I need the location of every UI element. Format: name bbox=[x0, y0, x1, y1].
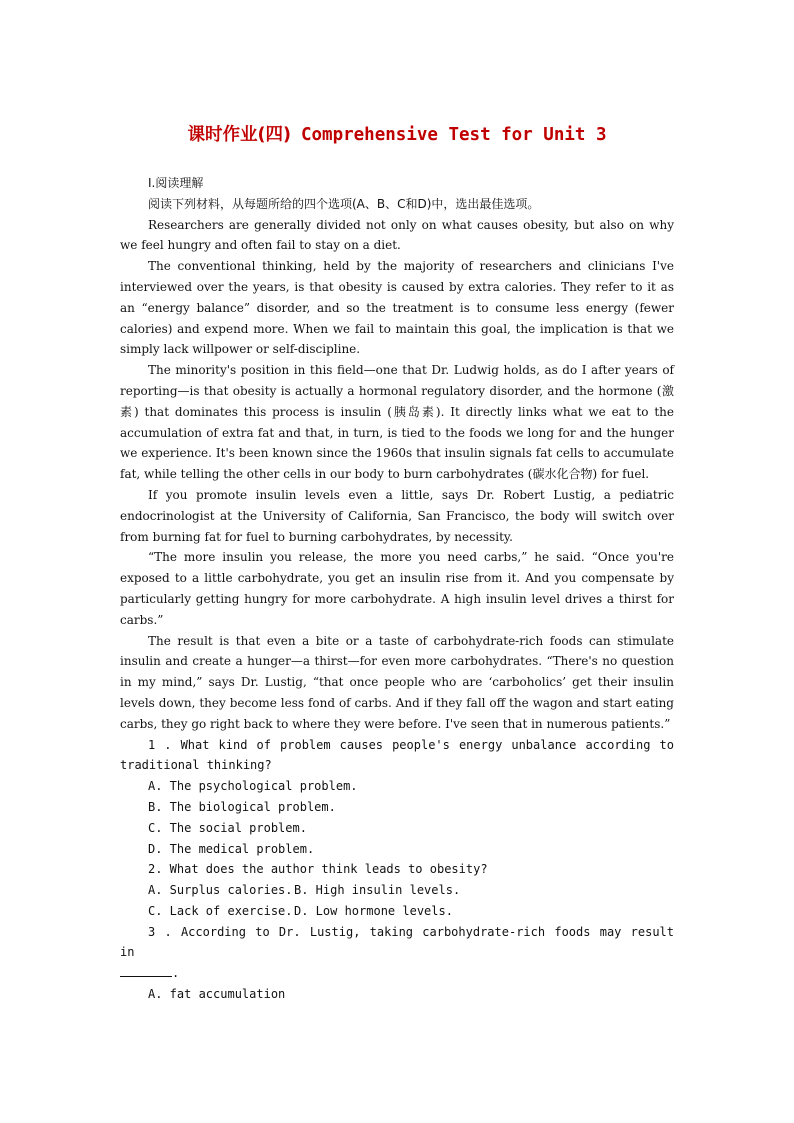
question-1-option-d: D. The medical problem. bbox=[148, 841, 315, 856]
answer-blank bbox=[120, 964, 172, 977]
title-english: Comprehensive Test for Unit 3 bbox=[300, 125, 607, 145]
passage-paragraph-2: The conventional thinking, held by the majority of researchers and clinicians I've interviewed over the years, is that obesity is caused by extra calories. They refer to it as an “energy balance” disorder, and so the treatment is to consume less energy (fewer calories) and expend more. When we fail to maintain this goal, the implication is that we simply lack willpower or self-discipline. bbox=[120, 259, 674, 357]
question-1-stem: 1 . What kind of problem causes people's energy unbalance according to traditional thinking? bbox=[120, 737, 674, 773]
question-1-option-b: B. The biological problem. bbox=[148, 799, 336, 814]
title-chinese: 课时作业(四) bbox=[187, 125, 291, 145]
page-title bbox=[0, 121, 794, 146]
section-heading: Ⅰ.阅读理解 bbox=[148, 176, 204, 190]
passage-paragraph-4: If you promote insulin levels even a little, says Dr. Robert Lustig, a pediatric endocrinologist at the University of California, San Francisco, the body will switch over from burning fat for fuel to burning carbohydrates, by necessity. bbox=[120, 487, 674, 544]
passage-paragraph-1: Researchers are generally divided not only on what causes obesity, but also on why we feel hungry and often fail to stay on a diet. bbox=[120, 217, 674, 253]
question-2-option-b: B. High insulin levels. bbox=[294, 883, 461, 898]
question-3-stem-end: . bbox=[172, 966, 180, 981]
passage-paragraph-3: The minority's position in this field—one that Dr. Ludwig holds, as do I after years of reporting—is that obesity is actually a hormonal regulatory disorder, and the hormone (激素) that dominates this process is insulin (胰岛素). It directly links what we eat to the accumulation of extra fat and that, in turn, is tied to the foods we long for and the hunger we experience. It's been known since the 1960s that insulin signals fat cells to accumulate fat, while telling the other cells in our body to burn carbohydrates (碳水化合物) for fuel. bbox=[120, 363, 674, 482]
question-1-option-a: A. The psychological problem. bbox=[148, 779, 358, 794]
question-2-option-c: C. Lack of exercise. bbox=[148, 903, 293, 918]
question-2-options-row-1 bbox=[120, 880, 674, 901]
passage-paragraph-5: “The more insulin you release, the more you need carbs,” he said. “Once you're exposed to a little carbohydrate, you get an insulin rise from it. And you compensate by particularly getting hungry for more carbohydrate. A high insulin level drives a thirst for carbs.” bbox=[120, 550, 674, 627]
question-1-option-c: C. The social problem. bbox=[148, 820, 307, 835]
question-2-options-row-2 bbox=[120, 901, 674, 922]
question-2-option-a: A. Surplus calories. bbox=[148, 883, 293, 898]
question-3-stem: 3 . According to Dr. Lustig, taking carbohydrate-rich foods may result in bbox=[120, 924, 674, 960]
question-2-option-d: D. Low hormone levels. bbox=[294, 903, 453, 918]
section-instruction: 阅读下列材料，从每题所给的四个选项(A、B、C和D)中，选出最佳选项。 bbox=[148, 196, 540, 211]
passage-paragraph-6: The result is that even a bite or a taste of carbohydrate-rich foods can stimulate insulin and create a hunger—a thirst—for even more carbohydrates. “There's no question in my mind,” says Dr. Lustig, “that once people who are ‘carboholics’ get their insulin levels down, they become less fond of carbs. And if they fall off the wagon and start eating carbs, they go right back to where they were before. I've seen that in numerous patients.” bbox=[120, 633, 674, 731]
question-3-option-a: A. fat accumulation bbox=[148, 987, 286, 1002]
question-3-blank-line bbox=[120, 963, 674, 984]
question-2-stem: 2. What does the author think leads to obesity? bbox=[148, 862, 488, 877]
document-body bbox=[120, 173, 674, 1005]
